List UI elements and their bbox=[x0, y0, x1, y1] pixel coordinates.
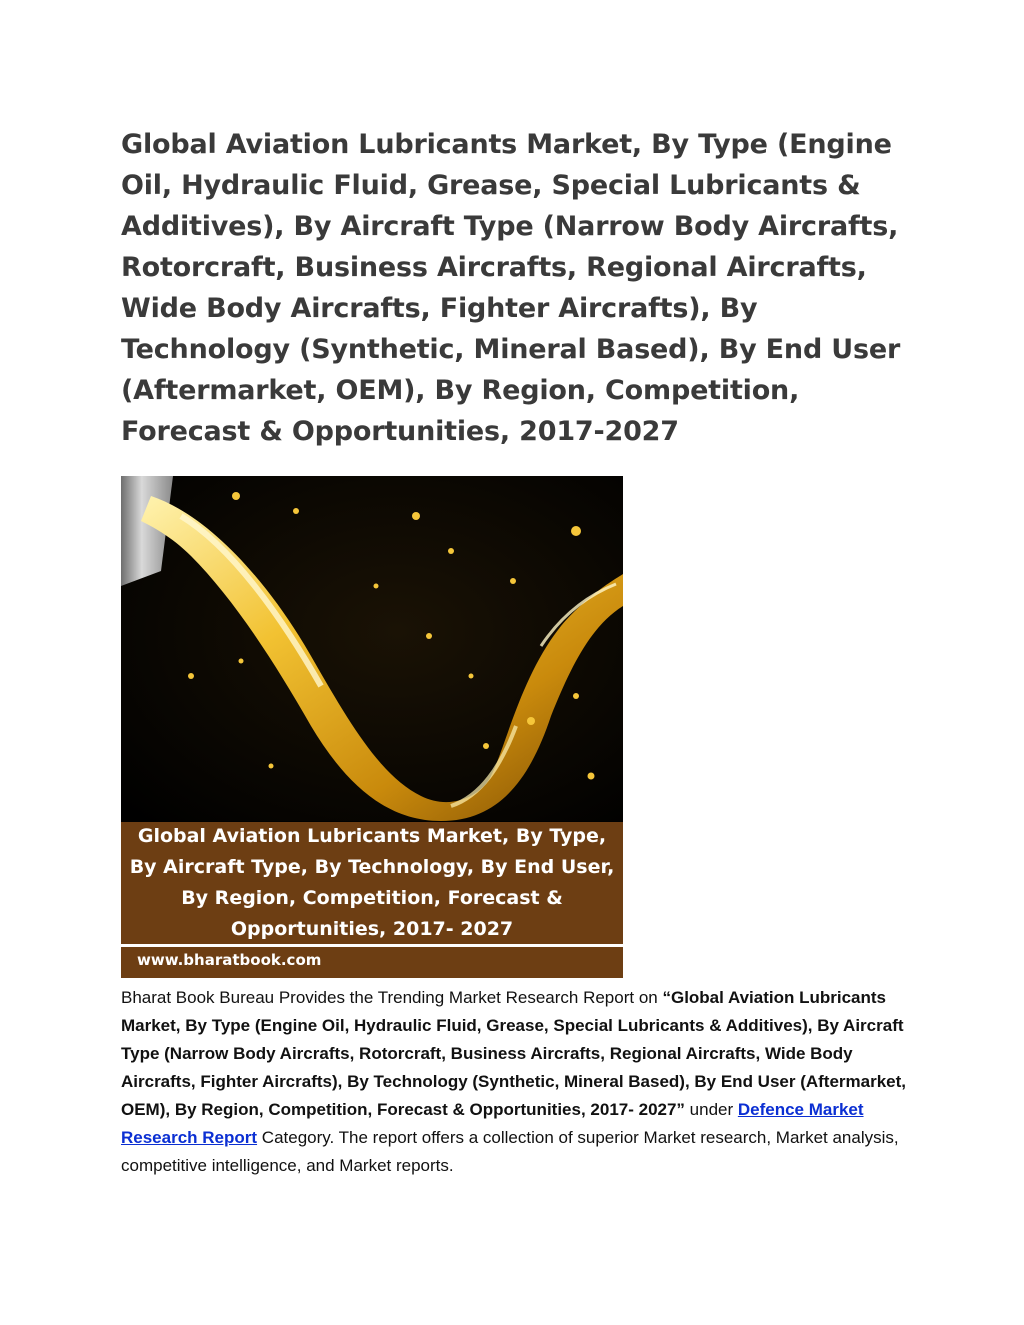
outro-text: Category. The report offers a collection of superior Market research, Market analysis, competitive intelligence, and Market reports. bbox=[121, 1128, 899, 1175]
intro-text: Bharat Book Bureau Provides the Trending Market Research Report on bbox=[121, 988, 663, 1007]
oil-pour-illustration bbox=[121, 476, 623, 821]
under-text: under bbox=[684, 1100, 738, 1119]
cover-website-text: www.bharatbook.com bbox=[137, 951, 322, 969]
document-page bbox=[121, 124, 911, 1180]
cover-image bbox=[121, 476, 623, 978]
page-title: Global Aviation Lubricants Market, By Type (Engine Oil, Hydraulic Fluid, Grease, Special Lubricants & Additives), By Aircraft Type (Narrow Body Aircrafts, Rotorcraft, Business Aircrafts, Regional Aircrafts, Wide Body Aircrafts, Fighter Aircrafts), By Technology (Synthetic, Mineral Based), By End User (Aftermarket, OEM), By Region, Competition, Forecast & Opportunities, 2017-2027 bbox=[121, 129, 901, 447]
cover-website-bar bbox=[121, 947, 623, 978]
cover-banner-text: Global Aviation Lubricants Market, By Type, By Aircraft Type, By Technology, By End User, By Region, Competition, Forecast & Opportunities, 2017- 2027 bbox=[129, 825, 615, 940]
intro-paragraph bbox=[121, 984, 911, 1180]
defence-report-link[interactable]: Defence Market Research Report bbox=[121, 1100, 864, 1147]
cover-banner bbox=[121, 822, 623, 944]
report-title-text: “Global Aviation Lubricants Market, By Type (Engine Oil, Hydraulic Fluid, Grease, Special Lubricants & Additives), By Aircraft Type (Narrow Body Aircrafts, Rotorcraft, Business Aircrafts, Regional Aircrafts, Wide Body Aircrafts, Fighter Aircrafts), By Technology (Synthetic, Mineral Based), By End User (Aftermarket, OEM), By Region, Competition, Forecast & Opportunities, 2017- 2027” bbox=[121, 988, 907, 1119]
